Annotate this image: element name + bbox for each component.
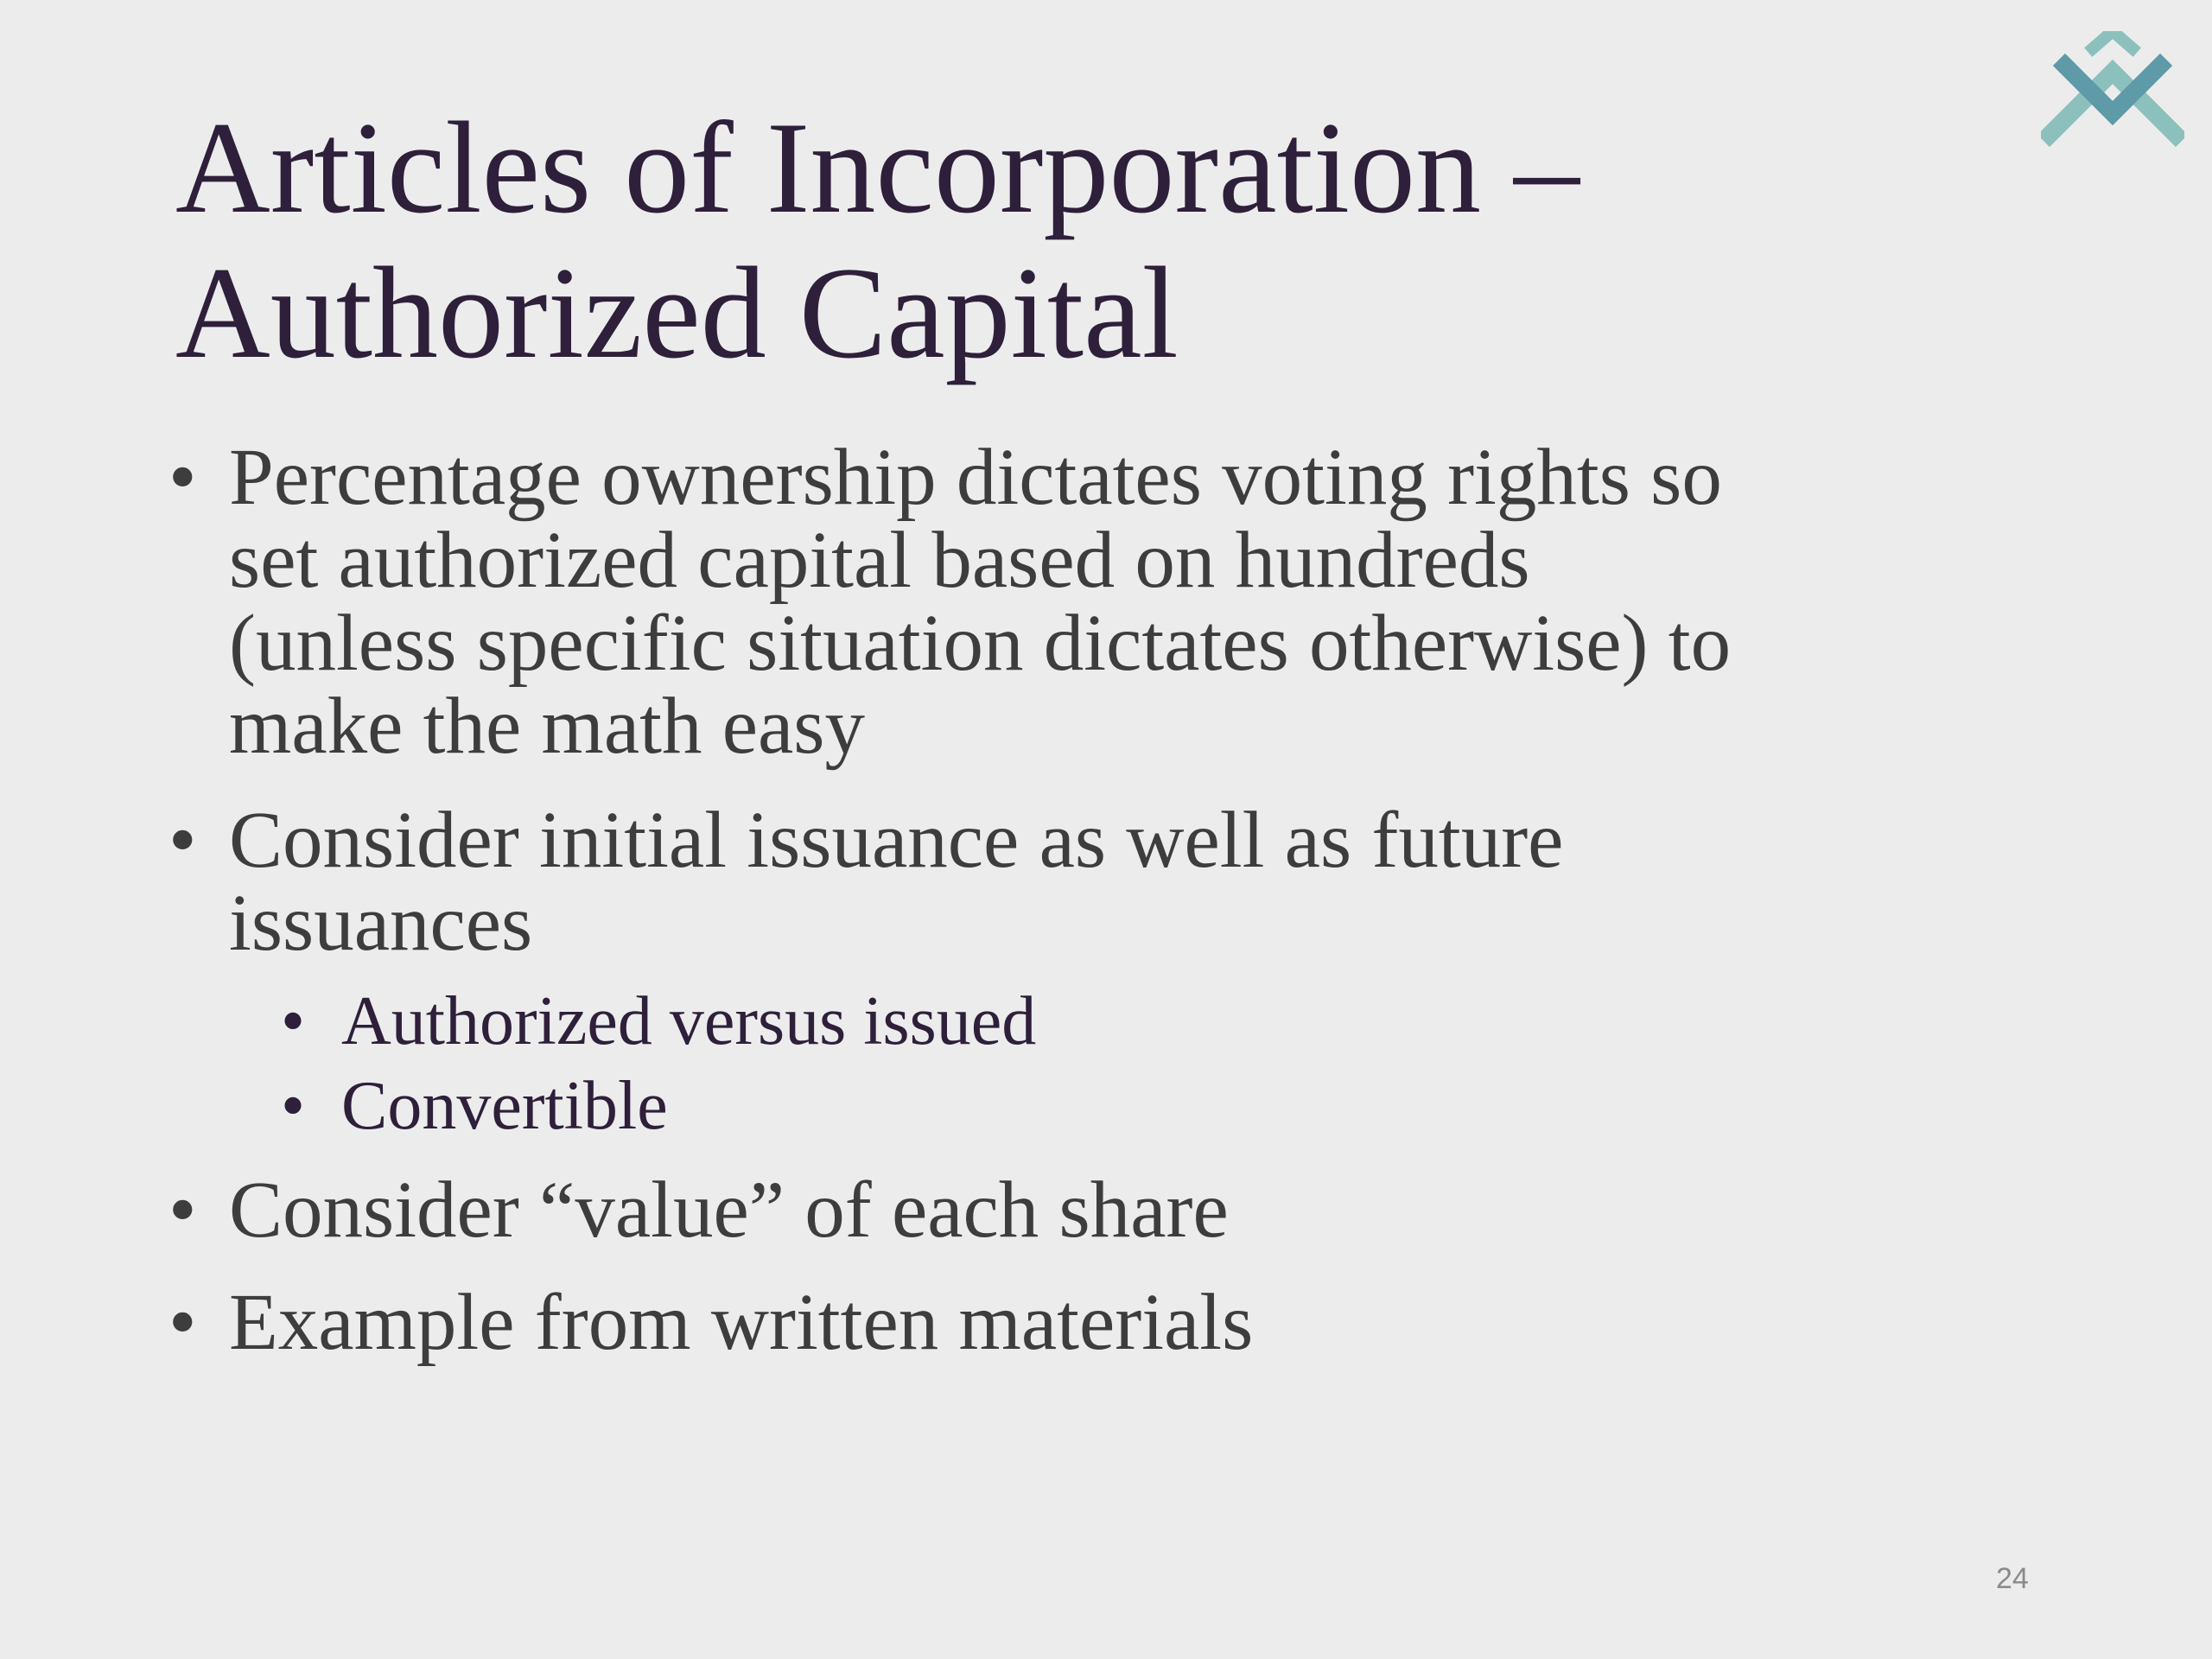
bullet-text-line: issuances [229,879,533,968]
bullet-item [168,796,2035,968]
bullet-marker: • [168,433,197,522]
bullet-text-line: set authorized capital based on hundreds [229,516,1530,605]
bullet-marker: • [168,796,197,885]
sub-bullet-text: Authorized versus issued [341,983,1037,1059]
bullet-text-line: make the math easy [229,682,865,771]
sub-bullet-item [168,1064,2035,1148]
bullet-marker: • [168,1278,197,1367]
sub-bullet-text: Convertible [341,1068,668,1144]
bullet-text-line: Percentage ownership dictates voting rights so [229,433,1722,522]
sub-bullet-marker: • [281,1068,306,1144]
bullet-text-line: Example from written materials [229,1278,1254,1367]
bullet-item [168,433,2035,771]
logo-icon [2041,31,2184,157]
sub-bullet-marker: • [281,983,306,1059]
bullet-item [168,1278,2035,1367]
bullet-item [168,1166,2035,1255]
sub-bullet-item [168,979,2035,1064]
bullet-text-line: Consider “value” of each share [229,1166,1229,1255]
bullet-list [168,433,2035,1367]
bullet-text-line: (unless specific situation dictates otherwise) to [229,599,1732,688]
slide-title [175,95,1990,385]
title-line-1: Articles of Incorporation – [175,95,1580,240]
page-number: 24 [1996,1562,2029,1595]
title-line-2: Authorized Capital [175,240,1179,385]
bullet-text-line: Consider initial issuance as well as future [229,796,1564,885]
bullet-marker: • [168,1166,197,1255]
sub-bullet-list [168,979,2035,1148]
